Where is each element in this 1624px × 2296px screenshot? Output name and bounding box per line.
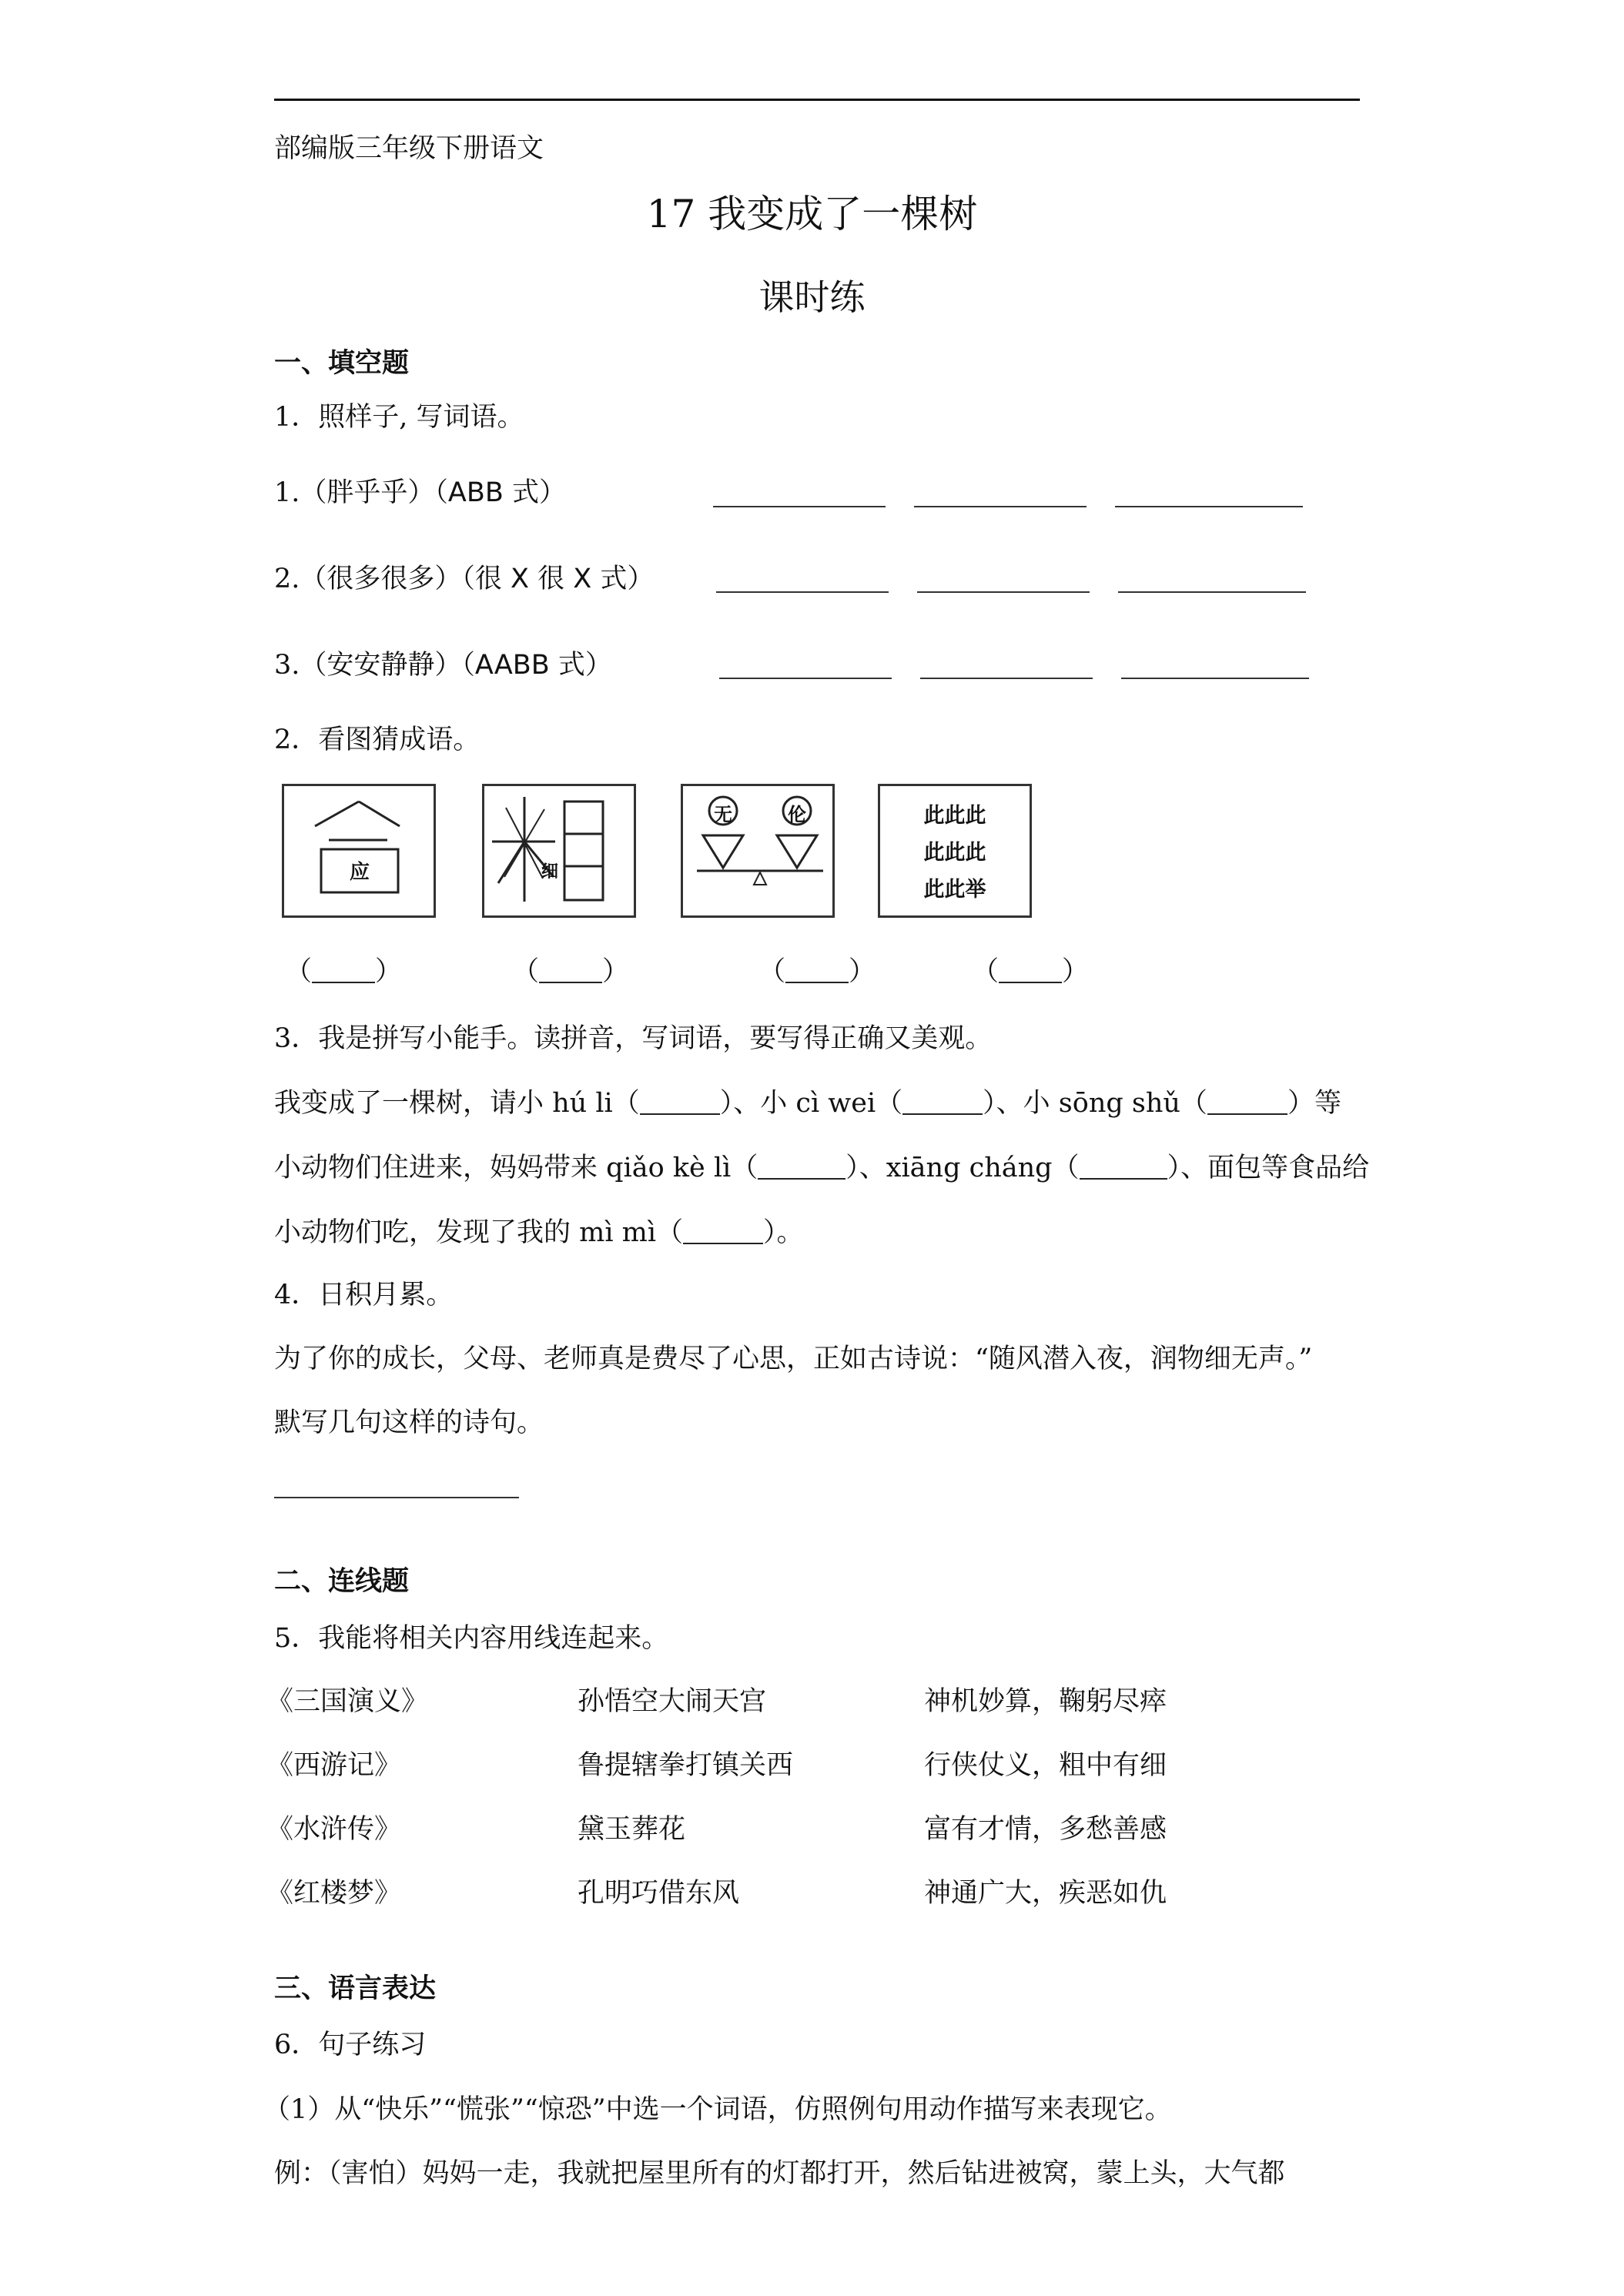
q2-prompt: 2．看图猜成语。	[274, 725, 481, 755]
q3-l2-text-c: ）、面包等食品给	[1167, 1153, 1370, 1183]
idiom-picture-2	[482, 784, 636, 918]
q3-l1-text-d: ）等	[1287, 1088, 1341, 1119]
q1-item-pattern: （很 X 很 X 式）	[461, 564, 655, 594]
q1-item-num: 1.	[274, 477, 300, 508]
q1-1-answer-blank-2[interactable]	[914, 506, 1087, 507]
q3-line-3	[274, 1211, 804, 1250]
q6-part-1: （1）从“快乐”“慌张”“惊恐”中选一个词语，仿照例句用动作描写来表现它。	[263, 2094, 1172, 2125]
q3-l1-text-b: ）、小 cì wei（	[719, 1088, 903, 1119]
q3-l1-text-a: 我变成了一棵树，请小 hú li（	[274, 1088, 640, 1119]
picture-3-left-char: 无	[714, 804, 732, 825]
q1-3-answer-blank-3[interactable]	[1121, 678, 1309, 679]
picture-4-line-2: 此此此	[923, 841, 986, 865]
q2-answer-4[interactable]: （ ）	[972, 956, 1090, 987]
picture-4-line-1: 此此此	[923, 804, 986, 828]
match-event-4[interactable]: 孔明巧借东风	[578, 1878, 740, 1909]
q2-answer-3[interactable]: （ ）	[758, 956, 876, 987]
q3-l1-text-c: ）、小 sōng shǔ（	[983, 1088, 1207, 1119]
match-book-4[interactable]: 《红楼梦》	[266, 1878, 402, 1909]
q1-item-pattern: （AABB 式）	[461, 650, 612, 681]
page-subtitle: 课时练	[758, 276, 866, 318]
q3-blank-songshu[interactable]	[1207, 1086, 1287, 1115]
picture-3-right-char: 伦	[788, 804, 806, 825]
section-heading-match: 二、连线题	[274, 1566, 410, 1597]
q1-item-2	[274, 557, 654, 596]
q1-1-answer-blank-3[interactable]	[1115, 506, 1303, 507]
match-trait-3[interactable]: 富有才情，多愁善感	[924, 1814, 1167, 1845]
idiom-picture-1	[282, 784, 436, 918]
q4-answer-blank[interactable]	[274, 1497, 519, 1498]
q1-item-num: 3.	[274, 650, 300, 681]
q1-item-example: （胖乎乎）	[300, 477, 435, 508]
q3-blank-xiangchang[interactable]	[1080, 1151, 1167, 1180]
q1-2-answer-blank-1[interactable]	[716, 591, 889, 593]
q5-prompt: 5．我能将相关内容用线连起来。	[274, 1623, 669, 1654]
q1-item-num: 2.	[274, 564, 300, 594]
q3-line-2	[274, 1146, 1369, 1185]
q3-blank-ciwei[interactable]	[902, 1086, 983, 1115]
q4-text-1: 为了你的成长，父母、老师真是费尽了心思，正如古诗说：“随风潜入夜，润物细无声。”	[274, 1344, 1313, 1374]
q1-3-answer-blank-2[interactable]	[920, 678, 1093, 679]
idiom-picture-3	[681, 784, 835, 918]
picture-4-line-3: 此此举	[923, 878, 986, 902]
match-book-2[interactable]: 《西游记》	[266, 1750, 402, 1781]
match-event-2[interactable]: 鲁提辖拳打镇关西	[578, 1750, 794, 1781]
q1-item-example: （很多很多）	[300, 564, 462, 594]
q3-line-1	[274, 1082, 1341, 1120]
q4-prompt: 4．日积月累。	[274, 1280, 454, 1310]
match-book-1[interactable]: 《三国演义》	[266, 1686, 429, 1717]
match-trait-4[interactable]: 神通广大，疾恶如仇	[924, 1878, 1167, 1909]
q3-blank-huli[interactable]	[640, 1086, 720, 1115]
roof-lines-drawing	[284, 786, 434, 915]
q1-2-answer-blank-3[interactable]	[1118, 591, 1306, 593]
q3-blank-qiaokeli[interactable]	[758, 1151, 845, 1180]
tree-ladder-drawing	[484, 786, 634, 915]
match-trait-1[interactable]: 神机妙算，鞠躬尽瘁	[924, 1686, 1167, 1717]
idiom-picture-4	[878, 784, 1032, 918]
section-heading-expression: 三、语言表达	[274, 1973, 437, 2004]
q1-2-answer-blank-2[interactable]	[917, 591, 1090, 593]
picture-2-char: 细	[541, 862, 559, 882]
series-label: 部编版三年级下册语文	[274, 133, 544, 164]
section-heading-fill: 一、填空题	[274, 348, 410, 379]
balance-scale-drawing	[683, 786, 832, 915]
q1-3-answer-blank-1[interactable]	[719, 678, 892, 679]
q4-text-2: 默写几句这样的诗句。	[274, 1407, 544, 1438]
q3-blank-mimi[interactable]	[683, 1216, 763, 1244]
match-book-3[interactable]: 《水浒传》	[266, 1814, 402, 1845]
q2-answer-2[interactable]: （ ）	[512, 956, 630, 987]
match-event-1[interactable]: 孙悟空大闹天宫	[578, 1686, 767, 1717]
q1-prompt: 1．照样子, 写词语。	[274, 402, 524, 433]
match-trait-2[interactable]: 行侠仗义，粗中有细	[924, 1750, 1167, 1781]
q3-l3-text-a: 小动物们吃，发现了我的 mì mì（	[274, 1217, 684, 1248]
q3-l2-text-b: ）、xiāng cháng（	[845, 1153, 1080, 1183]
q2-answer-1[interactable]: （ ）	[285, 956, 403, 987]
picture-1-char: 应	[349, 861, 370, 884]
header-rule	[274, 99, 1360, 101]
q1-item-pattern: （ABB 式）	[434, 477, 567, 508]
q1-item-3	[274, 644, 612, 682]
match-event-3[interactable]: 黛玉葬花	[578, 1814, 686, 1845]
q6-prompt: 6．句子练习	[274, 2030, 427, 2060]
q3-l3-text-b: ）。	[763, 1217, 804, 1248]
q6-example: 例：（害怕）妈妈一走，我就把屋里所有的灯都打开，然后钻进被窝，蒙上头，大气都	[274, 2158, 1285, 2189]
q3-l2-text-a: 小动物们住进来，妈妈带来 qiǎo kè lì（	[274, 1153, 758, 1183]
q1-1-answer-blank-1[interactable]	[713, 506, 886, 507]
page-title: 17 我变成了一棵树	[646, 192, 978, 236]
q1-item-1	[274, 471, 566, 510]
q3-prompt: 3．我是拼写小能手。读拼音，写词语，要写得正确又美观。	[274, 1023, 993, 1054]
q1-item-example: （安安静静）	[300, 650, 462, 681]
